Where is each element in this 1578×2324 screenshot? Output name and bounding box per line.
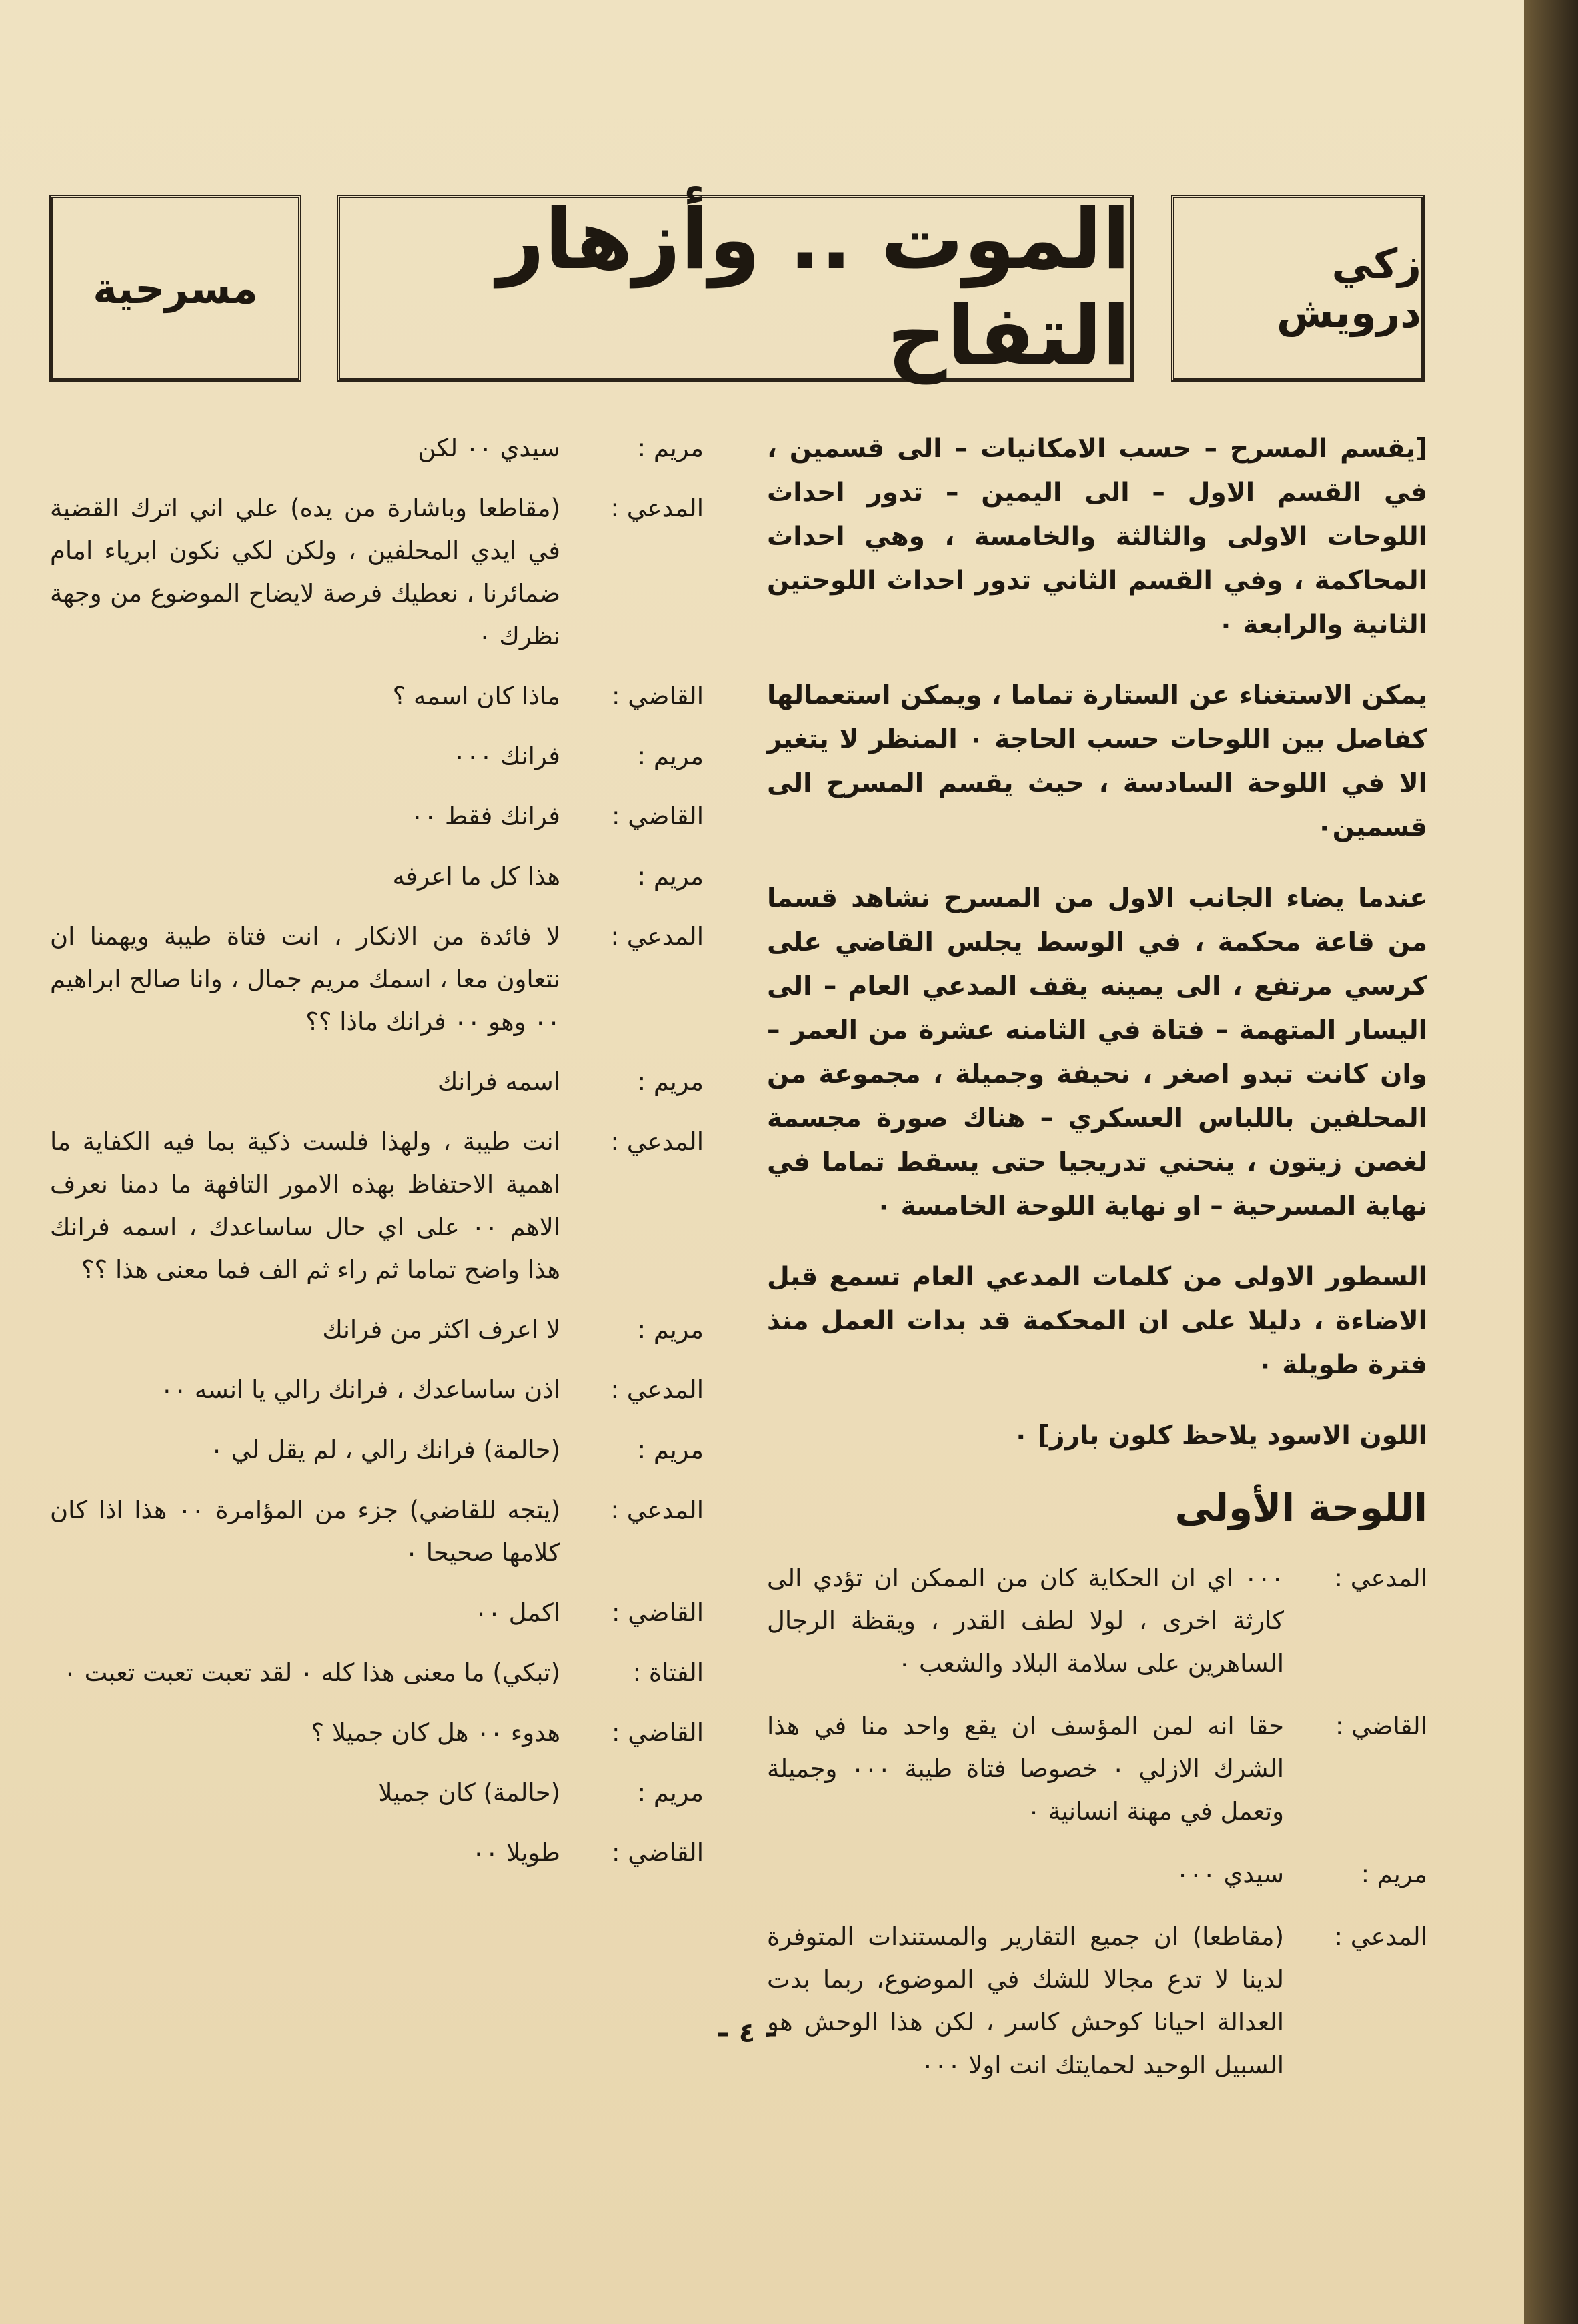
dialogue-line — [50, 1832, 704, 1874]
speech-text: (مقاطعا) ان جميع التقارير والمستندات المتوفرة لدينا لا تدع مجالا للشك في الموضوع، ربما بدت العدالة احيانا كوحش كاسر ، لكن هذا الوحش هو السبيل الوحيد لحمايتك انت اولا ٠٠٠ — [767, 1922, 1284, 2079]
speech-text: اسمه فرانك — [437, 1067, 560, 1096]
speaker-name: مريم : — [560, 855, 704, 898]
speaker-name: المدعي : — [1284, 1916, 1427, 2087]
speech-text: (حالمة) كان جميلا — [378, 1778, 560, 1807]
dialogue-line — [50, 427, 704, 470]
dialogue-line — [50, 1592, 704, 1634]
speaker-name: مريم : — [560, 1429, 704, 1472]
dialogue-line — [767, 1705, 1427, 1833]
speech-text: طويلا ٠٠ — [472, 1838, 560, 1867]
dialogue-line — [50, 487, 704, 658]
dialogue-line — [50, 1712, 704, 1754]
speech-text: (يتجه للقاضي) جزء من المؤامرة ٠٠ هذا اذا كان كلامها صحيحا ٠ — [50, 1496, 560, 1567]
speech-text: هدوء ٠٠ هل كان جميلا ؟ — [311, 1718, 560, 1747]
play-title: الموت .. وأزهار التفاح — [497, 192, 1130, 384]
dialogue-line — [50, 1369, 704, 1411]
dialogue-line — [50, 855, 704, 898]
speech-text: هذا كل ما اعرفه — [392, 862, 560, 891]
speech-text: حقا انه لمن المؤسف ان يقع واحد منا في هذا الشرك الازلي ٠ خصوصا فتاة طيبة ٠٠٠ وجميلة وتعمل في مهنة انسانية ٠ — [767, 1712, 1284, 1826]
dialogue-line — [50, 675, 704, 718]
speaker-name: المدعي : — [1284, 1557, 1427, 1685]
dialogue-line — [50, 795, 704, 838]
dialogue-line — [50, 735, 704, 778]
dialogue-line — [50, 1309, 704, 1351]
speech-text: (مقاطعا وباشارة من يده) علي اني اترك القضية في ايدي المحلفين ، ولكن لكي نكون ابرياء امام ضمائرنا ، نعطيك فرصة لايضاح الموضوع من وجهة نظرك ٠ — [50, 494, 560, 650]
speaker-name: المدعي : — [560, 1369, 704, 1411]
scene-heading: اللوحة الأولى — [1174, 1485, 1427, 1530]
speech-text: سيدي ٠٠ لكن — [418, 434, 560, 462]
speech-text: سيدي ٠٠٠ — [1176, 1860, 1284, 1888]
author-box — [1171, 195, 1425, 382]
speaker-name: مريم : — [560, 1309, 704, 1351]
stage-direction-paragraph: يمكن الاستغناء عن الستارة تماما ، ويمكن استعمالها كفاصل بين اللوحات حسب الحاجة ٠ المنظر لا يتغير الا في اللوحة السادسة ، حيث يقسم المسرح الى قسمين٠ — [767, 680, 1427, 842]
page-number: – ٤ – — [716, 2018, 778, 2049]
dialogue-line — [50, 1061, 704, 1103]
speech-text: (تبكي) ما معنى هذا كله ٠ لقد تعبت تعبت تعبت ٠ — [63, 1658, 560, 1687]
speaker-name: المدعي : — [560, 1121, 704, 1291]
speaker-name: القاضي : — [560, 675, 704, 718]
speech-text: لا اعرف اكثر من فرانك — [322, 1315, 560, 1344]
dialogue-line — [50, 915, 704, 1043]
binding-shadow — [1524, 0, 1578, 2324]
dialogue-line — [50, 1652, 704, 1694]
dialogue-line — [50, 1121, 704, 1291]
author-name: زكي درويش — [1277, 239, 1421, 337]
speech-text: فرانك فقط ٠٠ — [410, 802, 560, 830]
speaker-name: مريم : — [560, 735, 704, 778]
stage-direction-paragraph: اللون الاسود يلاحظ كلون بارز] ٠ — [1012, 1421, 1427, 1451]
right-column — [767, 427, 1427, 2107]
stage-direction-paragraph: السطور الاولى من كلمات المدعي العام تسمع قبل الاضاءة ، دليلا على ان المحكمة قد بدات العمل منذ فترة طويلة ٠ — [767, 1262, 1427, 1380]
speaker-name: المدعي : — [560, 915, 704, 1043]
speaker-name: القاضي : — [1284, 1705, 1427, 1833]
speaker-name: القاضي : — [560, 1592, 704, 1634]
speaker-name: القاضي : — [560, 1712, 704, 1754]
dialogue-line — [767, 1916, 1427, 2087]
speech-text: (حالمة) فرانك رالي ، لم يقل لي ٠ — [210, 1435, 560, 1464]
speaker-name: مريم : — [560, 1061, 704, 1103]
speaker-name: المدعي : — [560, 487, 704, 658]
speaker-name: القاضي : — [560, 795, 704, 838]
dialogue-line — [767, 1853, 1427, 1896]
speech-text: اكمل ٠٠ — [474, 1598, 560, 1627]
left-column — [50, 427, 704, 1892]
stage-directions — [767, 427, 1427, 1458]
speaker-name: المدعي : — [560, 1489, 704, 1574]
dialogue-line — [50, 1772, 704, 1814]
speaker-name: الفتاة : — [560, 1652, 704, 1694]
speech-text: لا فائدة من الانكار ، انت فتاة طيبة ويهمنا ان نتعاون معا ، اسمك مريم جمال ، وانا صالح ابراهيم ٠٠ وهو ٠٠ فرانك ماذا ؟؟ — [50, 922, 560, 1036]
speech-text: ماذا كان اسمه ؟ — [392, 682, 560, 710]
dialogue-line — [50, 1429, 704, 1472]
title-box — [337, 192, 1134, 384]
dialogue-line — [50, 1489, 704, 1574]
stage-direction-paragraph: [يقسم المسرح – حسب الامكانيات – الى قسمين ، في القسم الاول – الى اليمين – تدور احداث اللوحات الاولى والثالثة والخامسة ، وهي احداث المحاكمة ، وفي القسم الثاني تدور احداث اللوحتين الثانية والرابعة ٠ — [767, 434, 1427, 640]
speech-text: ٠٠٠ اي ان الحكاية كان من الممكن ان تؤدي الى كارثة اخرى ، لولا لطف القدر ، ويقظة الرجال الساهرين على سلامة البلاد والشعب ٠ — [767, 1564, 1284, 1678]
speech-text: فرانك ٠٠٠ — [452, 742, 560, 770]
speaker-name: مريم : — [560, 1772, 704, 1814]
stage-direction-paragraph: عندما يضاء الجانب الاول من المسرح نشاهد قسما من قاعة محكمة ، في الوسط يجلس القاضي على كرسي مرتفع ، الى يمينه يقف المدعي العام – الى اليسار المتهمة – فتاة في الثامنه عشرة من العمر – وان كانت تبدو اصغر ، نحيفة وجميلة ، مجموعة من المحلفين باللباس العسكري – هناك صورة مجسمة لغصن زيتون ، ينحني تدريجيا حتى يسقط تماما في نهاية المسرحية – او نهاية اللوحة الخامسة ٠ — [767, 883, 1427, 1221]
speaker-name: مريم : — [1284, 1853, 1427, 1896]
speech-text: اذن ساساعدك ، فرانك رالي يا انسه ٠٠ — [160, 1375, 560, 1404]
speaker-name: القاضي : — [560, 1832, 704, 1874]
genre-label: مسرحية — [93, 263, 258, 313]
dialogue-line — [767, 1557, 1427, 1685]
speaker-name: مريم : — [560, 427, 704, 470]
genre-box — [49, 195, 301, 382]
speech-text: انت طيبة ، ولهذا فلست ذكية بما فيه الكفاية ما اهمية الاحتفاظ بهذه الامور التافهة ما دمنا نعرف الاهم ٠٠ على اي حال ساساعدك ، اسمه فرانك هذا واضح تماما ثم راء ثم الف فما معنى هذا ؟؟ — [50, 1127, 561, 1284]
